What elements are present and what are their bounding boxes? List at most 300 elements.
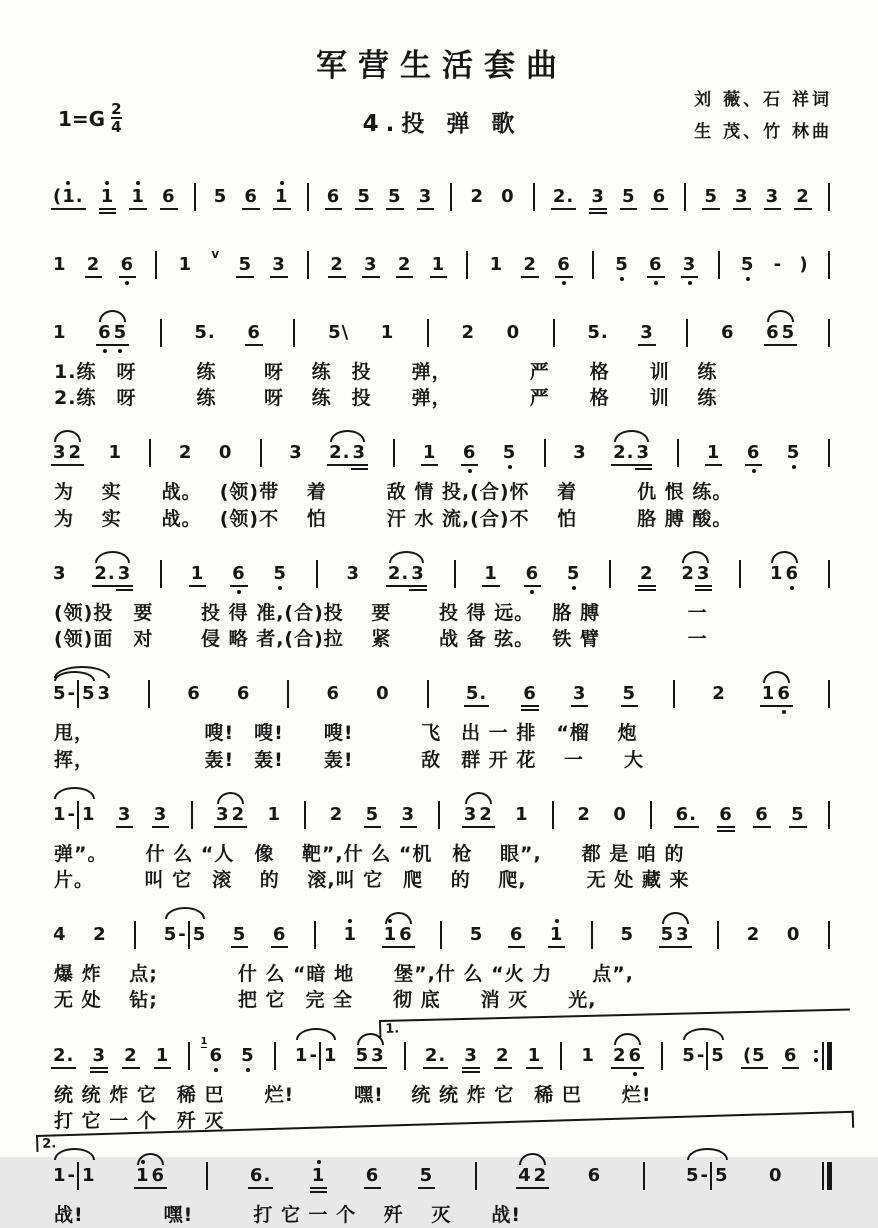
note-number: 2 bbox=[68, 442, 83, 464]
final-barline bbox=[822, 1162, 832, 1190]
note-number: 1 bbox=[431, 254, 446, 275]
note-number: 2 bbox=[681, 562, 695, 584]
note-number: 3 bbox=[153, 803, 168, 825]
note-number: 1 bbox=[100, 186, 115, 207]
octave-dot-below bbox=[278, 586, 282, 590]
underline-beam bbox=[741, 1067, 768, 1069]
jianpu-note bbox=[431, 256, 447, 274]
note-number: 2 bbox=[533, 1165, 548, 1187]
jianpu-note bbox=[784, 562, 800, 584]
note-number: 5 bbox=[82, 683, 96, 705]
slur-arc bbox=[683, 1028, 724, 1040]
lyric-line: 弹”。 什 么 “人 像 靶”,什 么 “机 枪 眼”, 都 是 咱 的 bbox=[54, 842, 685, 865]
slur-group bbox=[685, 1162, 730, 1190]
underline-beam bbox=[423, 1067, 448, 1069]
underline-beam bbox=[369, 1067, 387, 1069]
slur-arc bbox=[614, 1033, 641, 1045]
jianpu-note bbox=[86, 256, 102, 274]
note-number: 3 bbox=[117, 803, 132, 825]
jianpu-note bbox=[398, 926, 414, 944]
note-number: 5. bbox=[194, 322, 216, 343]
underline-beam bbox=[112, 344, 130, 346]
slur-group bbox=[769, 562, 800, 584]
jianpu-note bbox=[52, 685, 68, 703]
note-number: 3 bbox=[682, 254, 697, 275]
jianpu-note bbox=[622, 685, 638, 703]
note-number: 6 bbox=[272, 924, 287, 946]
notation-row bbox=[50, 420, 834, 479]
notation-row bbox=[50, 232, 834, 291]
duration-dash: - bbox=[773, 254, 782, 275]
notation-systems bbox=[42, 164, 834, 1228]
underline-beam bbox=[764, 208, 782, 210]
note-number: 3 bbox=[573, 442, 587, 464]
barline bbox=[533, 183, 535, 211]
underline-beam bbox=[462, 1067, 480, 1069]
jianpu-note bbox=[483, 562, 499, 584]
underline-beam bbox=[351, 464, 369, 466]
slur-arc bbox=[54, 430, 81, 442]
jianpu-note bbox=[326, 685, 342, 703]
jianpu-note bbox=[580, 1044, 596, 1066]
note-number: 6 bbox=[777, 683, 791, 705]
underline-beam bbox=[638, 589, 656, 591]
underline-beam bbox=[160, 208, 178, 210]
barline bbox=[677, 439, 679, 467]
note-number: 5 bbox=[621, 186, 636, 207]
note-number: 6 bbox=[525, 562, 540, 584]
music-system bbox=[42, 1136, 834, 1228]
note-number: 1 bbox=[155, 1044, 170, 1066]
note-number: 2. bbox=[613, 442, 635, 464]
note-number: 6 bbox=[462, 442, 477, 464]
jianpu-note bbox=[92, 926, 108, 944]
note-number: (1. bbox=[53, 186, 84, 207]
note-number: 2 bbox=[613, 1044, 627, 1066]
underline-beam bbox=[589, 208, 607, 210]
jianpu-note bbox=[272, 562, 288, 584]
underline-beam bbox=[248, 1187, 273, 1189]
slur-arc bbox=[54, 671, 95, 681]
slur-group bbox=[383, 926, 414, 944]
underline-beam bbox=[325, 208, 343, 210]
lyric-line: 为 实 战。 (领)不 怕 汗 水 流,(合)不 怕 胳 膊 酸。 bbox=[54, 507, 733, 530]
note-number: 6 bbox=[326, 186, 341, 207]
jianpu-note bbox=[786, 926, 802, 944]
underline-beam bbox=[129, 208, 147, 210]
jianpu-note bbox=[711, 685, 727, 703]
note-number: 5 bbox=[711, 1044, 725, 1066]
note-number: 3 bbox=[346, 562, 361, 584]
notation-row bbox=[50, 661, 834, 720]
slur-arc bbox=[330, 430, 365, 442]
jianpu-note bbox=[556, 256, 572, 274]
jianpu-note bbox=[123, 1044, 139, 1066]
note-number: 2 bbox=[640, 562, 654, 584]
slur-group bbox=[517, 1167, 548, 1185]
note-number: 5 bbox=[781, 322, 796, 343]
jianpu-note bbox=[680, 562, 696, 584]
barline bbox=[148, 680, 150, 708]
slur-group bbox=[355, 1044, 386, 1066]
note-number: 0 bbox=[768, 1165, 783, 1187]
barline bbox=[160, 560, 162, 588]
duration-dash: - bbox=[700, 1165, 708, 1187]
barline bbox=[706, 1042, 708, 1070]
lyric-line: 爆 炸 点; 什 么 “暗 地 堡”,什 么 “火 力 点”, bbox=[54, 963, 634, 986]
note-number: 5 bbox=[715, 1165, 729, 1187]
octave-dot-below bbox=[782, 710, 786, 714]
jianpu-note bbox=[113, 324, 129, 342]
underline-beam bbox=[695, 585, 713, 587]
note-number: 4 bbox=[53, 924, 67, 946]
barline bbox=[454, 560, 456, 588]
jianpu-note bbox=[380, 324, 396, 342]
time-signature bbox=[111, 102, 121, 135]
jianpu-note bbox=[742, 1044, 767, 1066]
jianpu-note bbox=[352, 444, 368, 462]
underline-beam bbox=[152, 826, 170, 828]
underline-beam bbox=[328, 276, 346, 278]
note-number: 2 bbox=[461, 322, 476, 343]
slur-group bbox=[52, 444, 83, 462]
note-number: 5 bbox=[163, 924, 178, 946]
barline bbox=[427, 680, 429, 708]
jianpu-note bbox=[52, 324, 68, 342]
note-number: 5 bbox=[419, 1165, 434, 1187]
slur-group bbox=[681, 1042, 726, 1070]
jianpu-note bbox=[52, 1044, 75, 1066]
underline-beam bbox=[231, 946, 249, 948]
underline-beam bbox=[397, 946, 415, 948]
underline-beam bbox=[695, 589, 713, 591]
underline-beam bbox=[789, 826, 807, 828]
underline-beam bbox=[482, 585, 500, 587]
note-number: 6 bbox=[628, 1044, 643, 1066]
jianpu-note bbox=[97, 324, 113, 342]
barline bbox=[466, 251, 468, 279]
barline bbox=[404, 1042, 406, 1070]
note-number: 6 bbox=[652, 186, 667, 207]
note-number: 5 bbox=[192, 924, 207, 946]
jianpu-note bbox=[465, 685, 488, 703]
slur-group bbox=[97, 324, 128, 342]
note-number: (5 bbox=[742, 1044, 766, 1066]
note-number: 3 bbox=[418, 186, 433, 207]
slur-group bbox=[761, 685, 792, 703]
duration-dash: - bbox=[67, 1165, 76, 1187]
jianpu-note bbox=[274, 188, 290, 206]
note-number: 5 bbox=[682, 1044, 696, 1066]
underline-beam bbox=[674, 946, 692, 948]
jianpu-note bbox=[329, 256, 345, 274]
jianpu-note bbox=[410, 562, 426, 584]
note-number: 2 bbox=[397, 254, 412, 275]
jianpu-note bbox=[675, 803, 698, 825]
underline-beam bbox=[775, 705, 793, 707]
note-number: 1 bbox=[82, 803, 96, 825]
note-number: 2 bbox=[178, 442, 193, 464]
note-number: 1 bbox=[53, 803, 67, 825]
jianpu-note bbox=[586, 324, 609, 342]
note-number: 5 bbox=[685, 1165, 700, 1187]
music-system bbox=[50, 300, 834, 411]
note-number: 1 bbox=[53, 1165, 67, 1187]
underline-beam bbox=[551, 208, 576, 210]
note-number: 6 bbox=[399, 924, 413, 946]
slur-group bbox=[680, 562, 711, 584]
jianpu-note bbox=[418, 188, 434, 206]
jianpu-note bbox=[240, 1044, 256, 1066]
jianpu-note bbox=[81, 1167, 97, 1185]
barline bbox=[274, 1042, 276, 1070]
underline-beam bbox=[154, 1067, 172, 1069]
note-number: 6 bbox=[783, 1044, 798, 1066]
note-number: 6. bbox=[675, 803, 697, 825]
note-number: 2. bbox=[552, 186, 575, 207]
underline-beam bbox=[461, 464, 479, 466]
underline-beam bbox=[780, 344, 798, 346]
octave-dot-above bbox=[66, 181, 70, 185]
underline-beam bbox=[589, 212, 607, 214]
barline bbox=[427, 319, 429, 347]
slur-group bbox=[52, 680, 112, 708]
slur-group bbox=[135, 1167, 166, 1185]
note-number: 3 bbox=[289, 442, 303, 464]
jianpu-note bbox=[783, 1044, 799, 1066]
note-number: 1 bbox=[311, 1165, 326, 1187]
note-number: 2 bbox=[329, 803, 344, 825]
note-number: 1 bbox=[178, 254, 193, 275]
octave-dot-below bbox=[572, 586, 576, 590]
octave-dot-below bbox=[790, 586, 794, 590]
note-number: 3 bbox=[272, 254, 286, 275]
note-number: 5 bbox=[740, 254, 755, 275]
underline-beam bbox=[521, 705, 539, 707]
jianpu-note bbox=[266, 803, 282, 825]
note-number: 2. bbox=[387, 562, 410, 584]
barline-thick bbox=[827, 1162, 832, 1190]
barline bbox=[293, 319, 295, 347]
jianpu-note bbox=[91, 1044, 107, 1066]
barline bbox=[828, 801, 830, 829]
underline-beam bbox=[705, 464, 723, 466]
slur-arc bbox=[519, 1153, 546, 1165]
jianpu-note bbox=[93, 562, 116, 584]
note-number: 6. bbox=[249, 1165, 272, 1187]
note-number: 3 bbox=[92, 1044, 107, 1066]
octave-dot-below bbox=[620, 277, 624, 281]
jianpu-note bbox=[363, 256, 379, 274]
barline bbox=[684, 183, 686, 211]
close-paren: ) bbox=[799, 254, 808, 275]
note-number: 1 bbox=[294, 1044, 309, 1066]
underline-beam bbox=[635, 468, 653, 470]
barline bbox=[304, 801, 306, 829]
underline-beam bbox=[242, 208, 260, 210]
jianpu-note bbox=[186, 685, 202, 703]
jianpu-note bbox=[660, 926, 676, 944]
slur-arc bbox=[614, 430, 649, 442]
barline bbox=[307, 251, 309, 279]
note-number: 1 bbox=[82, 1165, 96, 1187]
jianpu-note bbox=[215, 803, 231, 825]
jianpu-note bbox=[533, 1167, 549, 1185]
note-number: 5 bbox=[355, 1044, 370, 1066]
underline-beam bbox=[150, 1187, 168, 1189]
underline-beam bbox=[611, 464, 636, 466]
jianpu-note bbox=[566, 562, 582, 584]
jianpu-note bbox=[246, 324, 262, 342]
jianpu-note bbox=[614, 256, 630, 274]
jianpu-note bbox=[107, 444, 123, 462]
note-number: 1 bbox=[581, 1044, 595, 1066]
barline bbox=[544, 439, 546, 467]
note-number: 2 bbox=[495, 1044, 510, 1066]
octave-dot-below bbox=[246, 1068, 250, 1072]
jianpu-note bbox=[401, 803, 417, 825]
octave-dot-below bbox=[752, 469, 756, 473]
underline-beam bbox=[409, 589, 427, 591]
underline-beam bbox=[526, 1067, 544, 1069]
barline bbox=[686, 319, 688, 347]
barline bbox=[393, 439, 395, 467]
slur-arc bbox=[682, 551, 709, 563]
duration-dash: - bbox=[696, 1044, 705, 1066]
underline-beam bbox=[733, 208, 751, 210]
music-system bbox=[50, 541, 834, 652]
barline bbox=[206, 1162, 208, 1190]
jianpu-note bbox=[786, 444, 802, 462]
key-label: 1=G bbox=[58, 106, 106, 131]
repeat-dots bbox=[814, 1050, 818, 1062]
volta-label: 2. bbox=[42, 1136, 57, 1152]
note-number: 4 bbox=[518, 1165, 532, 1187]
music-system bbox=[50, 232, 834, 291]
note-number: 1 bbox=[761, 683, 776, 705]
octave-dot-below bbox=[530, 590, 534, 594]
jianpu-note bbox=[200, 1035, 225, 1066]
underline-beam bbox=[189, 585, 207, 587]
octave-dot-above bbox=[280, 181, 284, 185]
note-number: 2 bbox=[577, 803, 591, 825]
note-number: 5 bbox=[566, 562, 581, 584]
barline bbox=[260, 439, 262, 467]
note-number: 6 bbox=[557, 254, 571, 275]
underline-beam bbox=[364, 1187, 382, 1189]
meter-numerator: 2 bbox=[111, 100, 122, 118]
octave-dot-below bbox=[633, 1072, 637, 1076]
jianpu-note bbox=[522, 256, 538, 274]
music-system bbox=[50, 782, 834, 893]
octave-dot-above bbox=[555, 919, 559, 923]
note-number: 5 bbox=[622, 683, 637, 705]
note-number: 1 bbox=[515, 803, 529, 825]
underline-beam bbox=[782, 1067, 800, 1069]
jianpu-note bbox=[232, 926, 248, 944]
jianpu-note bbox=[271, 256, 287, 274]
jianpu-note bbox=[462, 444, 478, 462]
jianpu-note bbox=[120, 256, 136, 274]
barline bbox=[828, 560, 830, 588]
underline-beam bbox=[794, 208, 812, 210]
underline-beam bbox=[571, 705, 589, 707]
jianpu-note bbox=[549, 926, 565, 944]
underline-beam bbox=[51, 208, 86, 210]
song-suite-title: 军营生活套曲 bbox=[316, 48, 568, 84]
slur-arc bbox=[389, 551, 424, 563]
music-system bbox=[50, 164, 834, 223]
jianpu-note bbox=[612, 803, 628, 825]
barline bbox=[77, 801, 79, 829]
jianpu-note bbox=[612, 444, 635, 462]
jianpu-note bbox=[97, 685, 113, 703]
jianpu-note bbox=[323, 1044, 339, 1066]
barline bbox=[828, 680, 830, 708]
barline bbox=[155, 251, 157, 279]
note-number: 6 bbox=[326, 683, 341, 705]
notation-row bbox=[50, 300, 834, 359]
barline bbox=[194, 183, 196, 211]
underline-beam bbox=[627, 1067, 645, 1069]
barline bbox=[661, 1042, 663, 1070]
underline-beam bbox=[386, 585, 411, 587]
music-system bbox=[50, 420, 834, 531]
jianpu-note bbox=[460, 324, 476, 342]
notation-row bbox=[50, 164, 834, 223]
octave-dot-below bbox=[237, 590, 241, 594]
jianpu-note bbox=[740, 256, 756, 274]
note-number: 1 bbox=[275, 186, 289, 207]
note-number: 2. bbox=[53, 1044, 75, 1066]
note-number: 5 bbox=[238, 254, 252, 275]
jianpu-note bbox=[52, 926, 68, 944]
jianpu-note bbox=[328, 444, 351, 462]
jianpu-note bbox=[781, 324, 797, 342]
note-number: 6 bbox=[587, 1165, 602, 1187]
barline bbox=[307, 183, 309, 211]
lyric-line: 统 统 炸 它 稀 巴 烂! 嘿! 统 统 炸 它 稀 巴 烂! bbox=[54, 1083, 652, 1106]
jianpu-note bbox=[117, 803, 133, 825]
jianpu-note bbox=[249, 1167, 272, 1185]
underline-beam bbox=[745, 464, 763, 466]
underline-beam bbox=[508, 946, 526, 948]
note-number: 5 bbox=[357, 186, 371, 207]
note-number: 3 bbox=[636, 442, 651, 464]
barline bbox=[450, 183, 452, 211]
note-number: 5 bbox=[704, 186, 718, 207]
note-number: 3 bbox=[364, 254, 378, 275]
underline-beam bbox=[548, 946, 566, 948]
underline-beam bbox=[702, 208, 720, 210]
jianpu-note bbox=[621, 188, 637, 206]
jianpu-note bbox=[720, 324, 736, 342]
underline-beam bbox=[362, 276, 380, 278]
note-number: 2. bbox=[329, 442, 351, 464]
jianpu-note bbox=[52, 1167, 68, 1185]
jianpu-note bbox=[237, 256, 253, 274]
note-number: 6 bbox=[98, 322, 112, 343]
jianpu-note bbox=[329, 803, 345, 825]
final-barline bbox=[814, 1042, 832, 1070]
jianpu-note bbox=[734, 188, 750, 206]
jianpu-note bbox=[639, 324, 655, 342]
duration-dash: - bbox=[67, 803, 76, 825]
note-number: 6 bbox=[719, 803, 733, 825]
note-number: 1 bbox=[323, 1044, 338, 1066]
underline-beam bbox=[647, 276, 665, 278]
note-number: 6 bbox=[509, 924, 524, 946]
